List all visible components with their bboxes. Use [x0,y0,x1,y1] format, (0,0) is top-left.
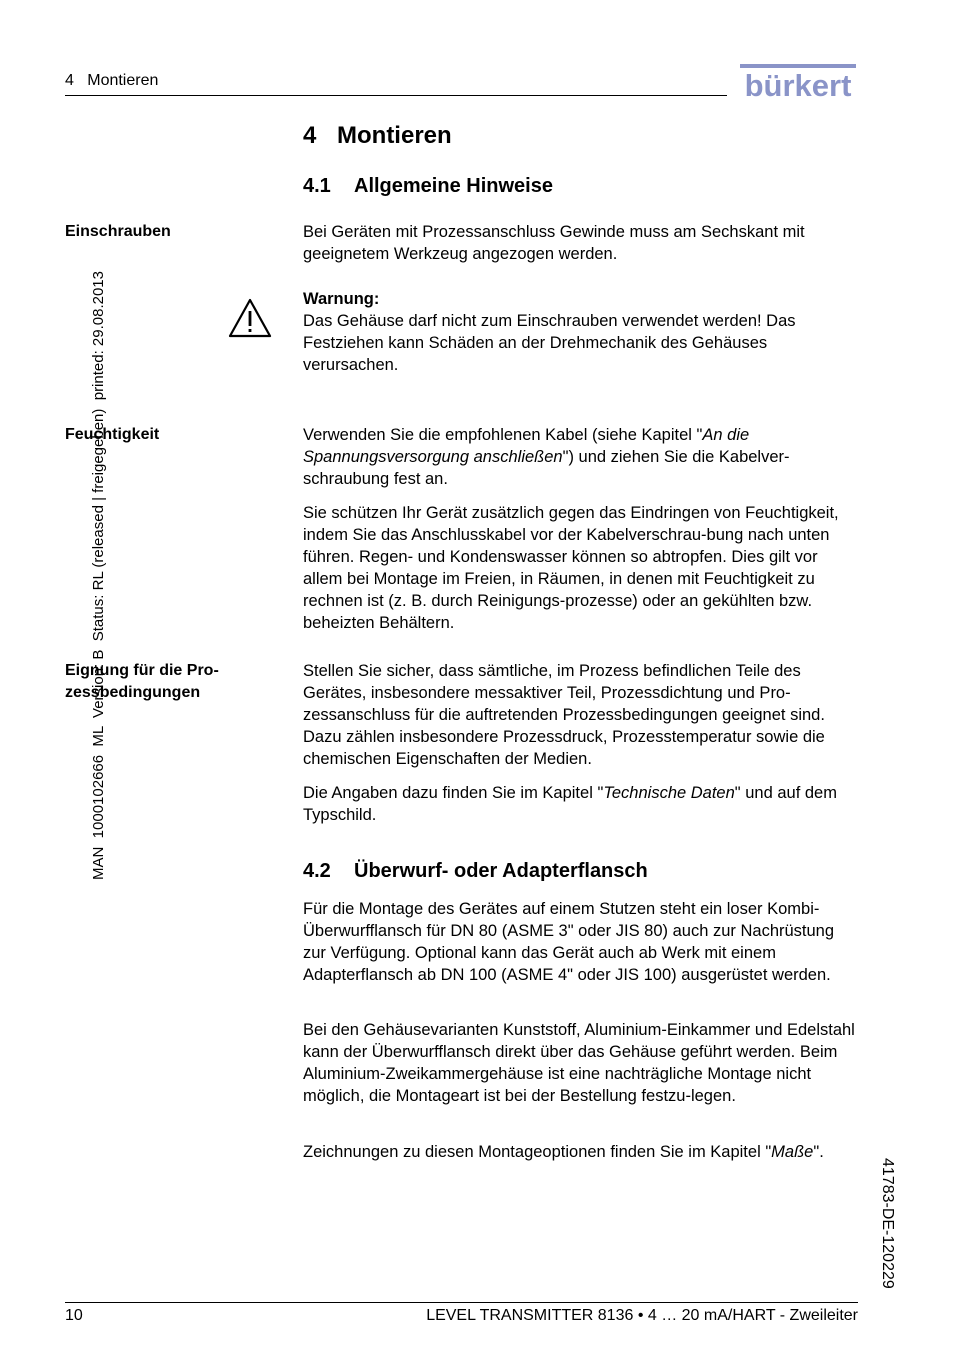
paragraph-einschrauben: Bei Geräten mit Prozessanschluss Gewinde muss am Sechskant mit geeignetem Werkzeug angezogen werden. [303,223,805,263]
paragraph-flansch-3 [303,1141,859,1163]
paragraph-flansch-1: Für die Montage des Gerätes auf einem Stutzen steht ein loser Kombi-Überwurfflansch für DN 80 (ASME 3" oder JIS 80) auch zur Nachrüstung zur Verfügung. Optional kann das Gerät auch ab Werk mit einem Adapterflansch ab DN 100 (ASME 4" oder JIS 100) ausgerüstet werden. [303,900,835,984]
section-number: 4.1 [303,175,331,197]
paragraph-feuchtigkeit-1 [303,424,859,490]
chapter-title: Montieren [337,122,452,149]
chapter-number: 4 [303,122,317,149]
header-rule [65,95,727,96]
chapter-reference-link: An die Spannungsversorgung anschließen [303,426,750,466]
label-eignung [65,660,285,704]
page-number: 10 [65,1307,83,1324]
section-heading-4-2 [303,860,648,883]
paragraph-eignung-1: Stellen Sie sicher, dass sämtliche, im Prozess befindlichen Teile des Gerätes, insbesondere messaktiver Teil, Prozessdichtung und Pro-zessanschluss für die auftretenden Prozessbedingungen geeignet sind. Dazu zählen insbesondere Prozessdruck, Prozesstemperatur sowie die chemischen Eigenschaften der Medien. [303,662,825,768]
section-title: Allgemeine Hinweise [354,175,553,197]
side-document-code: 41783-DE-120229 [879,1158,896,1289]
label-einschrauben: Einschrauben [65,223,171,240]
section-title: Überwurf- oder Adapterflansch [354,860,648,882]
text-run: ") und ziehen Sie die Kabelver-schraubung fest an. [303,448,790,488]
svg-text:bürkert: bürkert [744,68,852,100]
side-document-info: MAN 1000102666 ML Version: B Status: RL (released | freigegeben) printed: 29.08.2013 [90,271,107,880]
paragraph-flansch-2: Bei den Gehäusevarianten Kunststoff, Aluminium-Einkammer und Edelstahl kann der Überwurfflansch direkt über das Gehäuse geführt werden. Beim Aluminium-Zweikammergehäuse ist eine nachträgliche Montage nicht möglich, die Montageart ist bei der Bestellung festzu-legen. [303,1021,855,1105]
label-eignung-line-2: zessbedingungen [65,684,201,701]
text-run: ". [813,1143,824,1161]
warning-block [303,288,859,376]
text-run: Verwenden Sie die empfohlenen Kabel (siehe Kapitel " [303,426,703,444]
label-feuchtigkeit: Feuchtigkeit [65,426,160,443]
warning-title: Warnung: [303,290,380,308]
section-heading-4-1 [303,175,553,198]
burkert-logo [738,64,858,100]
running-header: 4 Montieren [65,72,159,89]
label-eignung-line-1: Eignung für die Pro- [65,662,219,679]
paragraph-eignung-2 [303,782,859,826]
text-run: Die Angaben dazu finden Sie im Kapitel " [303,784,604,802]
footer-title: LEVEL TRANSMITTER 8136 • 4 … 20 mA/HART - Zweileiter [426,1307,858,1324]
warning-triangle-icon [228,297,272,339]
chapter-heading [303,122,452,150]
text-run: " und auf dem Typschild. [303,784,837,824]
warning-text: Das Gehäuse darf nicht zum Einschrauben verwendet werden! Das Festziehen kann Schäden an der Drehmechanik des Gehäuses verursachen. [303,312,796,374]
text-run: Zeichnungen zu diesen Montageoptionen finden Sie im Kapitel " [303,1143,772,1161]
chapter-reference-link: Technische Daten [603,784,735,802]
chapter-reference-link: Maße [771,1143,814,1161]
paragraph-feuchtigkeit-2: Sie schützen Ihr Gerät zusätzlich gegen das Eindringen von Feuchtigkeit, indem Sie das Anschlusskabel vor der Kabelverschrau-bung nach unten führen. Regen- und Kondenswasser können so abtropfen. Dies gilt vor allem bei Montage im Freien, in Räumen, in denen mit Feuchtigkeit zu rechnen ist (z. B. durch Reinigungs-prozesse) oder an gekühlten bzw. beheizten Behältern. [303,504,839,632]
footer-rule [65,1302,858,1303]
section-number: 4.2 [303,860,331,882]
